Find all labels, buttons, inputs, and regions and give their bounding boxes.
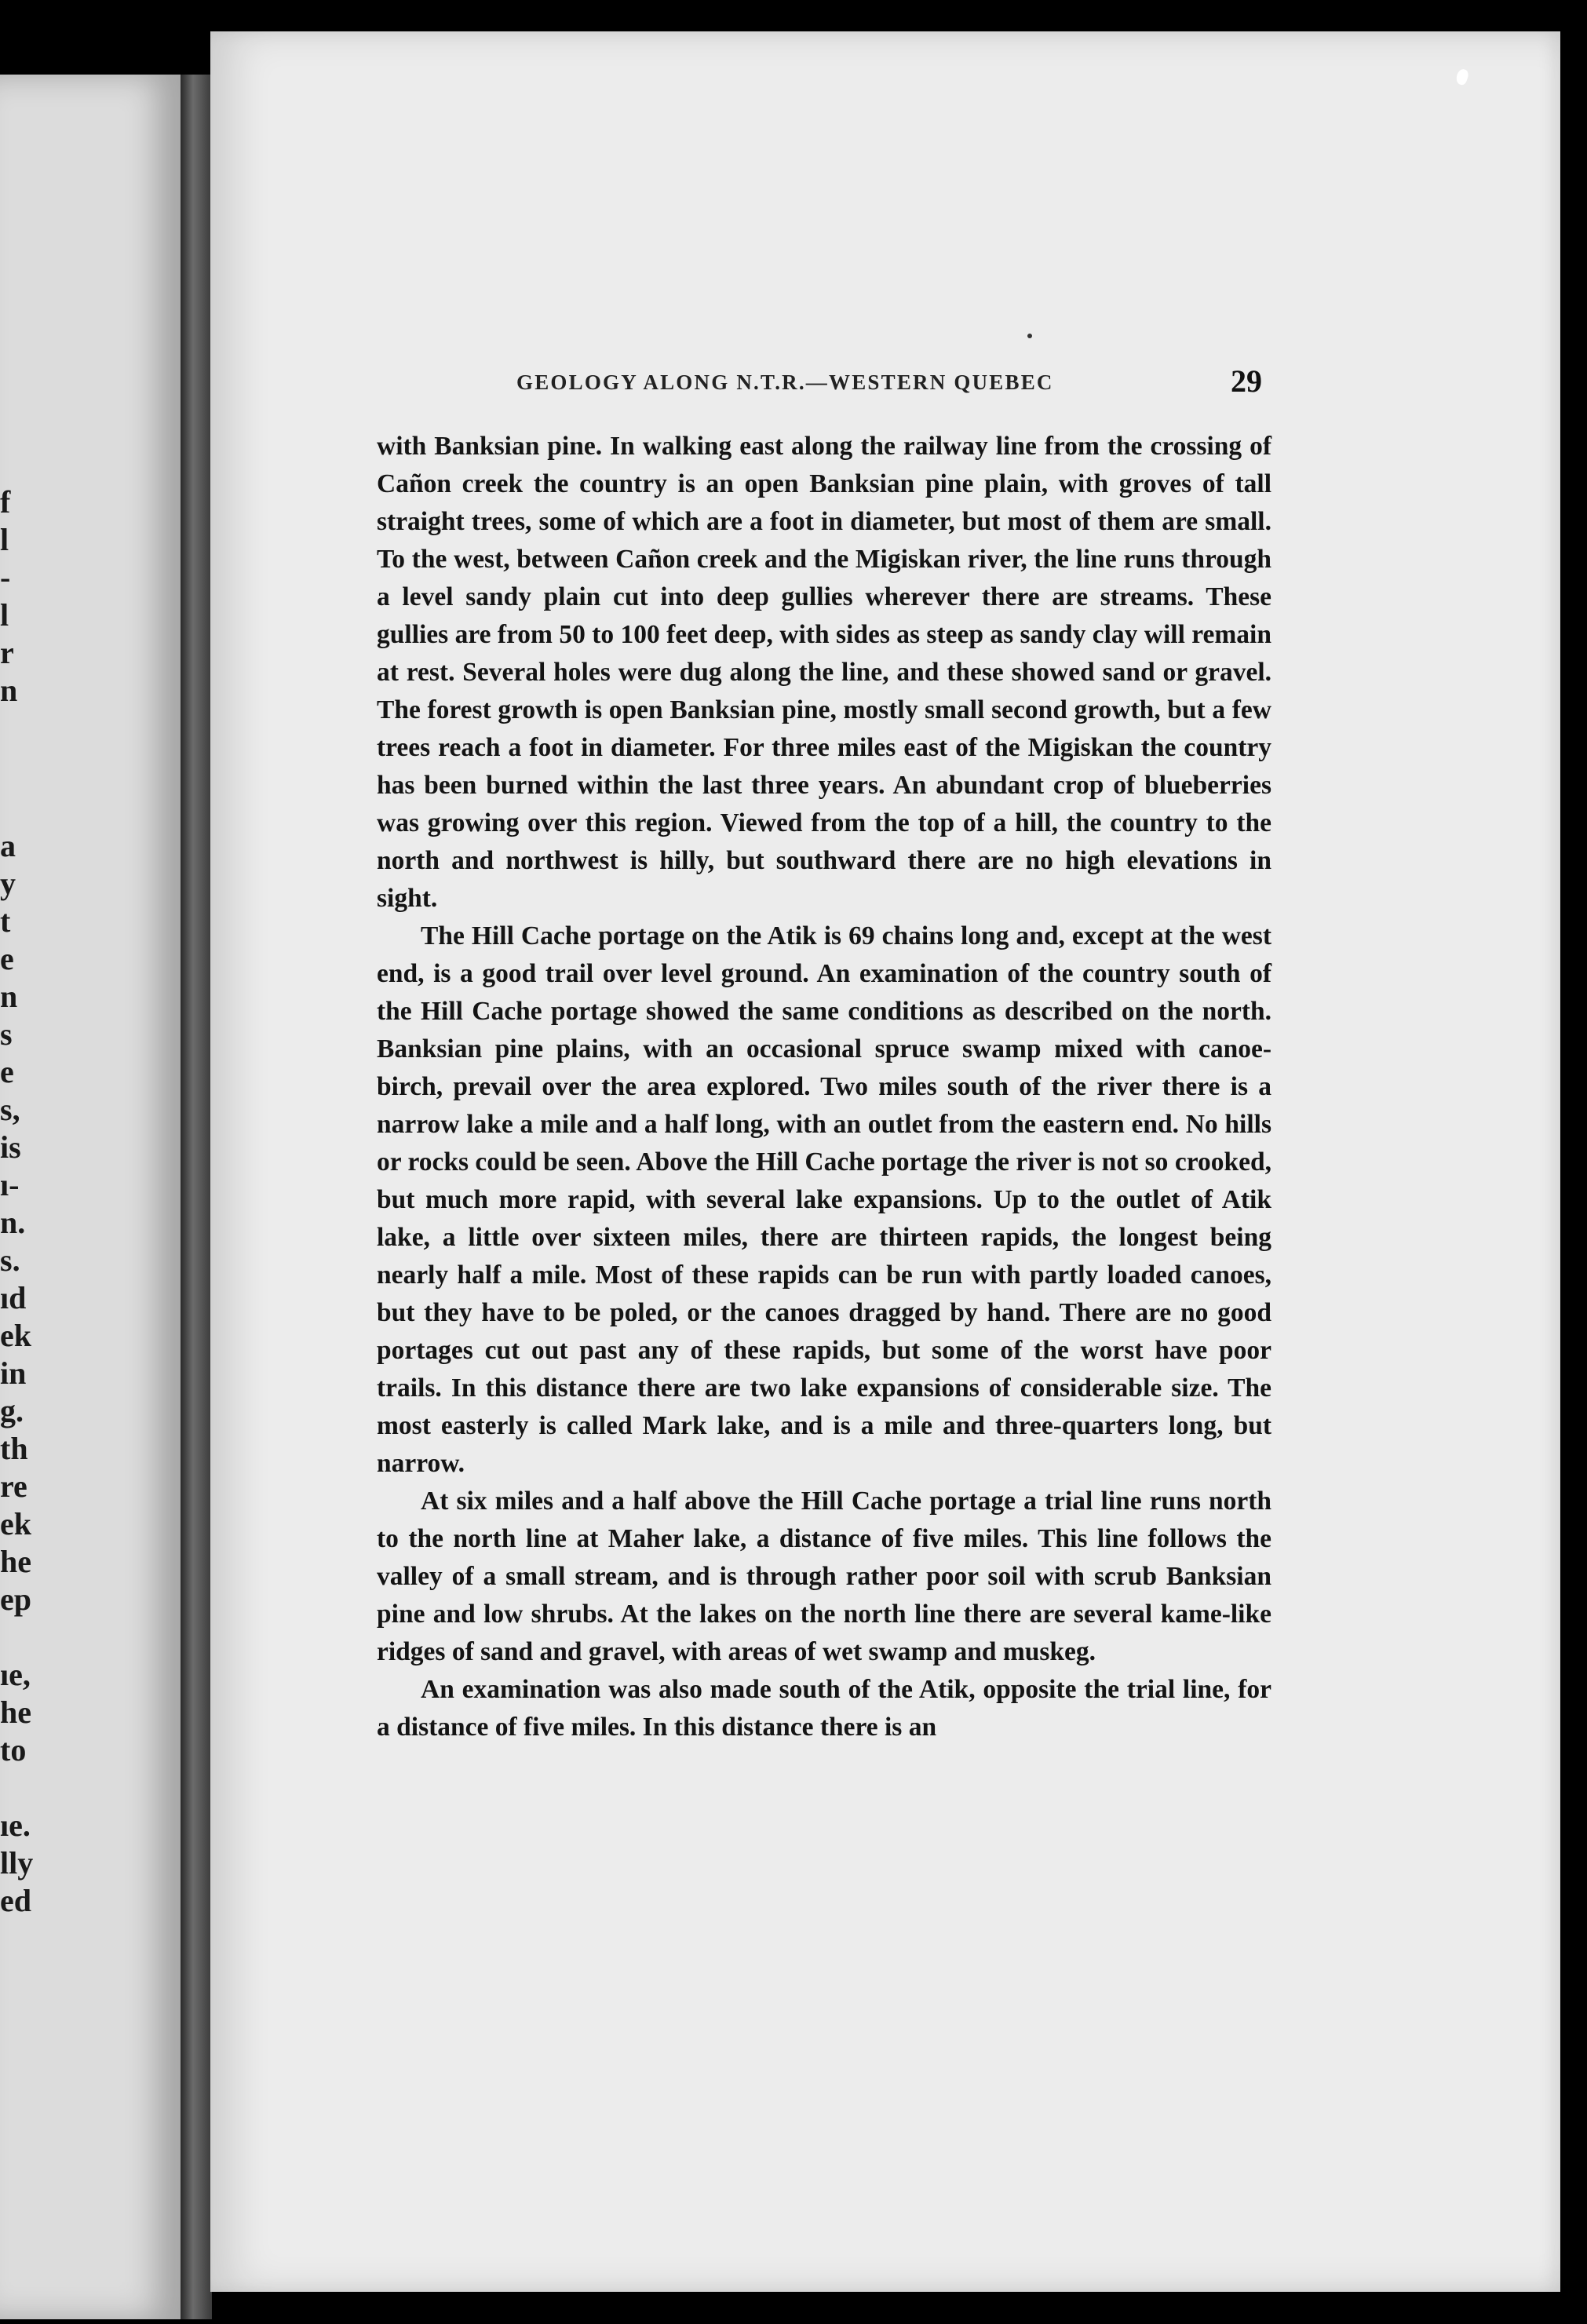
page-number: 29: [1231, 363, 1262, 399]
left-page-fragment: l: [0, 522, 9, 557]
left-page-fragment: y: [0, 866, 16, 901]
left-page-fragment: e: [0, 1054, 14, 1089]
left-page-fragment: in: [0, 1355, 27, 1391]
left-page-fragment: -: [0, 560, 11, 595]
left-page-fragment: ı-: [0, 1167, 20, 1202]
left-page-fragment: to: [0, 1732, 27, 1768]
left-page-fragment: s: [0, 1016, 13, 1052]
scan-mark: [1454, 67, 1470, 86]
left-page-fragment: is: [0, 1129, 21, 1165]
left-page-fragment: ıd: [0, 1280, 27, 1315]
left-page-fragment: lly: [0, 1845, 34, 1881]
left-page-fragment: r: [0, 635, 14, 670]
left-page-fragment: ıe.: [0, 1808, 31, 1843]
left-page-fragment: e: [0, 941, 14, 976]
book-spine: [181, 75, 212, 2319]
paragraph-3: At six miles and a half above the Hill Cache portage a trial line runs north to the north line at Maher lake, a distance of five miles. This line follows the valley of a small stream, and is through rather poor soil with scrub Banksian pine and low shrubs. At the lakes on the north line there are several kame-like ridges of sand and gravel, with areas of wet swamp and muskeg.: [377, 1487, 1271, 1666]
left-facing-page: [0, 75, 181, 2319]
scan-dot: [1027, 334, 1032, 338]
left-page-fragment: g.: [0, 1393, 24, 1428]
paragraph-4: An examination was also made south of the Atik, opposite the trial line, for a distance of five miles. In this distance there is an: [377, 1675, 1271, 1742]
running-head: GEOLOGY ALONG N.T.R.—WESTERN QUEBEC: [516, 370, 1054, 394]
left-page-fragment: re: [0, 1468, 27, 1504]
left-page-fragment: s.: [0, 1242, 20, 1278]
paragraph-2: The Hill Cache portage on the Atik is 69 chains long and, except at the west end, is a good trail over level ground. An examination of the country south of the Hill Cache portage showed the same conditions as described on the north. Banksian pine plains, with an occasional spruce swamp mixed with canoe-birch, prevail over the area explored. Two miles south of the river there is a narrow lake a mile and a half long, with an outlet from the eastern end. No hills or rocks could be seen. Above the Hill Cache portage the river is not so crooked, but much more rapid, with several lake expansions. Up to the outlet of Atik lake, a little over sixteen miles, there are thirteen rapids, the longest being nearly half a mile. Most of these rapids can be run with partly loaded canoes, but they have to be poled, or the canoes dragged by hand. There are no good portages cut out past any of these rapids, but some of the worst have poor trails. In this distance there are two lake expansions of considerable size. The most easterly is called Mark lake, and is a mile and three-quarters long, but narrow.: [377, 921, 1271, 1478]
left-page-fragment: s,: [0, 1092, 20, 1127]
left-page-fragment: ek: [0, 1318, 31, 1353]
left-page-fragment: he: [0, 1544, 31, 1579]
left-page-fragment: n.: [0, 1205, 26, 1240]
left-page-fragment: ıe,: [0, 1657, 31, 1692]
left-page-fragment: l: [0, 597, 9, 633]
left-page-fragment: ed: [0, 1883, 31, 1918]
left-page-fragment: n: [0, 673, 18, 708]
left-page-fragment: ep: [0, 1582, 31, 1617]
left-page-fragment: n: [0, 979, 18, 1014]
body-text: [377, 428, 1271, 1746]
left-page-fragment: th: [0, 1431, 28, 1466]
left-page-fragment: a: [0, 828, 16, 863]
left-page-fragment: he: [0, 1695, 31, 1730]
left-page-fragment: ek: [0, 1506, 31, 1541]
left-page-fragment: t: [0, 903, 11, 939]
paragraph-1: with Banksian pine. In walking east along the railway line from the crossing of Cañon creek the country is an open Banksian pine plain, with groves of tall straight trees, some of which are a foot in diameter, but most of them are small. To the west, between Cañon creek and the Migiskan river, the line runs through a level sandy plain cut into deep gullies wherever there are streams. These gullies are from 50 to 100 feet deep, with sides as steep as sandy clay will remain at rest. Several holes were dug along the line, and these showed sand or gravel. The forest growth is open Banksian pine, mostly small second growth, but a few trees reach a foot in diameter. For three miles east of the Migiskan the country has been burned within the last three years. An abundant crop of blueberries was growing over this region. Viewed from the top of a hill, the country to the north and northwest is hilly, but southward there are no high elevations in sight.: [377, 432, 1271, 913]
left-page-fragment: f: [0, 484, 11, 520]
